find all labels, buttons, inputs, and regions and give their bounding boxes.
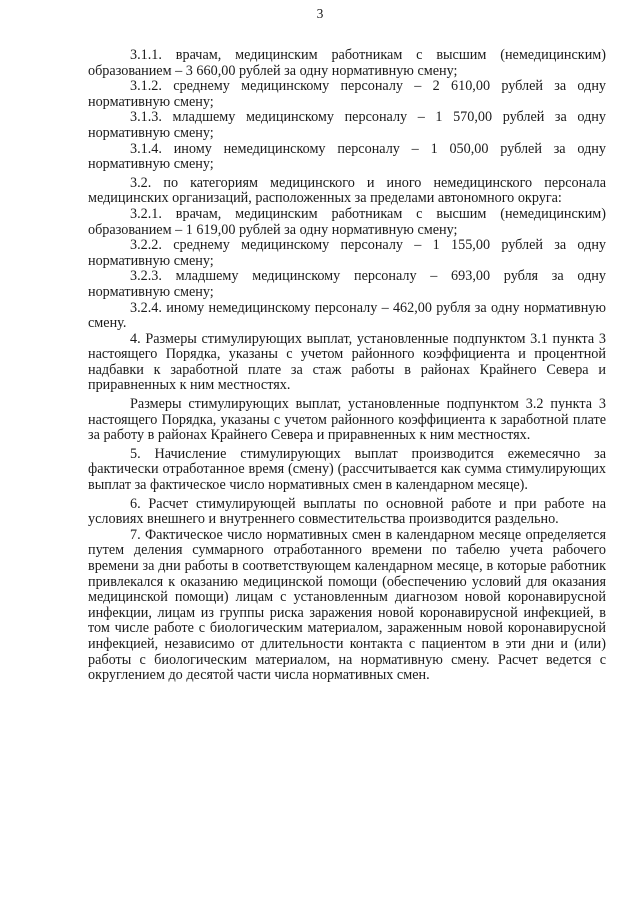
paragraph-3-2-4: 3.2.4. иному немедицинскому персоналу – 462,00 рубля за одну нормативную смену.	[88, 299, 606, 332]
paragraph-7: 7. Фактическое число нормативных смен в календарном месяце определяется путем деления суммарного отработанного времени по табелю учета рабочего времени за дни работы в соответствующем календарном месяце, в которые работник привлекался к оказанию медицинской помощи (обеспечению условий для оказания медицинской помощи) лицам с установленным диагнозом новой коронавирусной инфекции, лицам из группы риска заражения новой коронавирусной инфекцией, в том числе работе с биологическим материалом, зараженным новой коронавирусной инфекцией, независимо от длительности контакта с пациентом в эти дни и (или) работы с биологическим материалом, на нормативную смену. Расчет ведется с округлением до десятой части числа нормативных смен.	[88, 526, 606, 684]
paragraph-5: 5. Начисление стимулирующих выплат производится ежемесячно за фактически отработанное время (смену) (рассчитывается как сумма стимулирующих выплат за фактическое число нормативных смен в календарном месяце).	[88, 445, 606, 494]
paragraph-6: 6. Расчет стимулирующей выплаты по основной работе и при работе на условиях внешнего и внутреннего совместительства производится раздельно.	[88, 495, 606, 528]
paragraph-3-2-3: 3.2.3. младшему медицинскому персоналу – 693,00 рубля за одну нормативную смену;	[88, 268, 606, 300]
paragraph-3-1-3: 3.1.3. младшему медицинскому персоналу – 1 570,00 рублей за одну нормативную смену;	[88, 109, 606, 141]
paragraph-3-2-1: 3.2.1. врачам, медицинским работникам с высшим (немедицинским) образованием – 1 619,00 рублей за одну нормативную смену;	[88, 205, 606, 238]
document-body	[88, 48, 606, 684]
page-number: 3	[316, 6, 324, 21]
paragraph-4: 4. Размеры стимулирующих выплат, установленные подпунктом 3.1 пункта 3 настоящего Порядка, указаны с учетом районного коэффициента и процентной надбавки к заработной плате за стаж работы в районах Крайнего Севера и приравненных к ним местностях.	[88, 330, 606, 394]
paragraph-3-1-2: 3.1.2. среднему медицинскому персоналу – 2 610,00 рублей за одну нормативную смену;	[88, 78, 606, 110]
paragraph-3-2-2: 3.2.2. среднему медицинскому персоналу – 1 155,00 рублей за одну нормативную смену;	[88, 237, 606, 269]
paragraph-3-2: 3.2. по категориям медицинского и иного немедицинского персонала медицинских организаций, расположенных за пределами автономного округа:	[88, 174, 606, 207]
paragraph-4-continued: Размеры стимулирующих выплат, установленные подпунктом 3.2 пункта 3 настоящего Порядка, указаны с учетом районного коэффициента к заработной плате за работу в районах Крайнего Севера и приравненных к ним местностях.	[88, 396, 606, 444]
paragraph-3-1-1: 3.1.1. врачам, медицинским работникам с высшим (немедицинским) образованием – 3 660,00 рублей за одну нормативную смену;	[88, 47, 606, 79]
paragraph-3-1-4: 3.1.4. иному немедицинскому персоналу – 1 050,00 рублей за одну нормативную смену;	[88, 140, 606, 173]
